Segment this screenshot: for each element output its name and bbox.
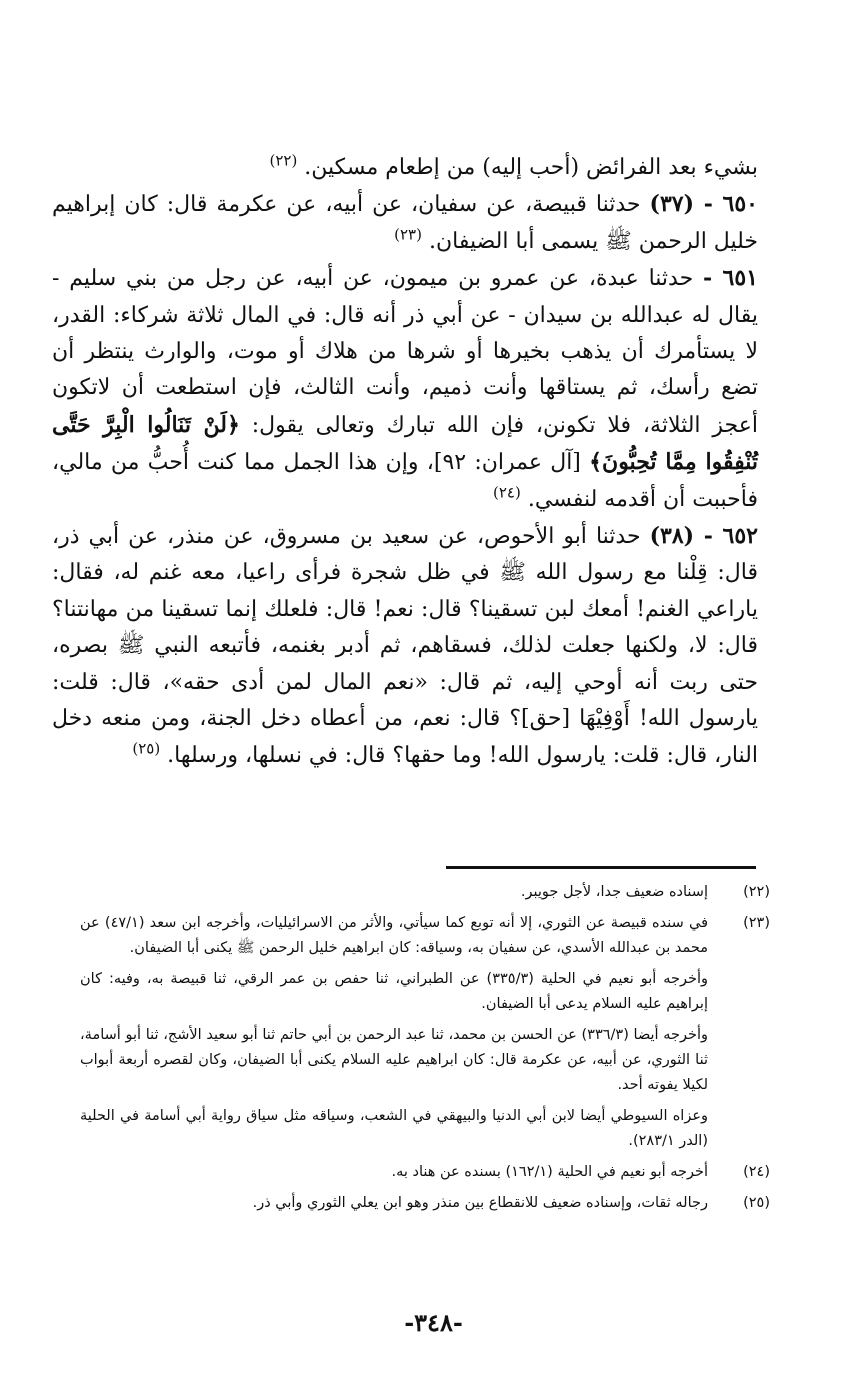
footnote-ref: (٢٢) xyxy=(269,151,298,170)
footnote-number: (٢٤) xyxy=(743,1164,770,1180)
paragraph-text: بشيء بعد الفرائض (أحب إليه) من إطعام مسكين. xyxy=(304,155,758,180)
footnote-24 xyxy=(80,1160,770,1185)
footnote-number: (٢٢) xyxy=(743,884,770,900)
hadith-text: حدثنا أبو الأحوص، عن سعيد بن مسروق، عن منذر، عن أبي ذر، قال: قِلْنا مع رسول الله ﷺ في ظل شجرة فرأى راعيا، معه غنم له، فقال: ياراعي الغنم! أمعك لبن تسقينا؟ قال: نعم! قال: فلعلك إنما تسقينا من مهانتنا؟ قال: لا، ولكنها جعلت لذلك، فسقاهم، ثم أدبر بغنمه، فأتبعه النبي ﷺ بصره، حتى ربت أنه أوحي إليه، ثم قال: «نعم المال لمن أدى حقه»، قال: قلت: يارسول الله! أَوْفِيْهَا [حق]؟ قال: نعم، من أعطاه دخل الجنة، ومن منعه دخل النار، قال: قلت: يارسول الله! وما حقها؟ قال: في نسلها، ورسلها. xyxy=(52,524,758,768)
footnote-paragraph: في سنده قبيصة عن الثوري، إلا أنه توبع كما سيأتي، والأثر من الاسرائيليات، وأخرجه ابن سعد (٤٧/١) عن محمد بن عبدالله الأسدي، عن سفيان به، وسياقه: كان ابراهيم خليل الرحمن ﷺ يكنى أبا الضيفان. xyxy=(80,915,708,956)
hadith-text: حدثنا عبدة، عن عمرو بن ميمون، عن أبيه، عن رجل من بني سليم - يقال له عبدالله بن سيدان - عن أبي ذر أنه قال: في المال ثلاثة شركاء: القدر، لا يستأمرك أن يذهب بخيرها أو شرها من هلاك أو موت، والوارث ينتظر أن تضع رأسك، ثم يستاقها وأنت ذميم، وأنت الثالث، فإن استطعت أن لاتكون أعجز الثلاثة، فلا تكونن، فإن الله تبارك وتعالى يقول: xyxy=(52,266,758,438)
footnote-23 xyxy=(80,911,770,1154)
hadith-number: ٦٥٠ - (٣٧) xyxy=(649,191,758,218)
main-text xyxy=(52,150,758,774)
footnote-divider xyxy=(446,866,756,869)
hadith-650 xyxy=(52,186,758,260)
footnote-ref: (٢٥) xyxy=(132,739,161,758)
quran-verse: ﴿لَنْ تَنَالُوا الْبِرَّ حَتَّى تُنْفِقُوا مِمَّا تُحِبُّونَ﴾ xyxy=(52,411,759,476)
hadith-number: ٦٥٢ - (٣٨) xyxy=(649,523,758,550)
hadith-652 xyxy=(52,518,758,774)
footnote-number: (٢٥) xyxy=(743,1195,770,1211)
footnote-22 xyxy=(80,880,770,905)
footnote-25 xyxy=(80,1191,770,1216)
hadith-number: ٦٥١ - xyxy=(702,265,758,292)
hadith-text-continued: [آل عمران: ٩٢]، وإن هذا الجمل مما كنت أُحبُّ من مالي، فأحببت أن أقدمه لنفسي. xyxy=(52,450,758,512)
footnote-number: (٢٣) xyxy=(743,915,770,931)
footnote-ref: (٢٣) xyxy=(394,225,422,244)
footnote-paragraph: وعزاه السيوطي أيضا لابن أبي الدنيا والبيهقي في الشعب، وسياقه مثل سياق رواية أبي أسامة في الحلية (الدر ٢٨٣/١). xyxy=(80,1108,708,1149)
paragraph-continuation xyxy=(52,150,758,186)
footnote-text: أخرجه أبو نعيم في الحلية (١٦٢/١) بسنده عن هناد به. xyxy=(391,1164,708,1180)
footnote-paragraph: وأخرجه أبو نعيم في الحلية (٣٣٥/٣) عن الطبراني، ثنا حفص بن عمر الرقي، ثنا قبيصة به، وفيه: كان إبراهيم عليه السلام يدعى أبا الضيفان. xyxy=(80,971,708,1012)
hadith-651 xyxy=(52,260,758,518)
footnote-text: إسناده ضعيف جدا، لأجل جويبر. xyxy=(520,884,708,900)
page-number: -٣٤٨- xyxy=(404,1308,463,1337)
footnote-paragraph: وأخرجه أيضا (٣٣٦/٣) عن الحسن بن محمد، ثنا عبد الرحمن بن أبي حاتم ثنا أبو سعيد الأشج، ثنا أبو أسامة، ثنا الثوري، عن أبيه، عن عكرمة قال: كان ابراهيم عليه السلام يكنى أبا الضيفان، وكان لقصره أربعة أبواب لكيلا يفوته أحد. xyxy=(80,1027,708,1093)
hadith-text: حدثنا قبيصة، عن سفيان، عن أبيه، عن عكرمة قال: كان إبراهيم خليل الرحمن ﷺ يسمى أبا الضيفان. xyxy=(52,192,758,254)
footnote-text: رجاله ثقات، وإسناده ضعيف للانقطاع بين منذر وهو ابن يعلي الثوري وأبي ذر. xyxy=(252,1195,708,1211)
footnote-ref: (٢٤) xyxy=(493,483,521,502)
footnotes xyxy=(80,880,770,1222)
